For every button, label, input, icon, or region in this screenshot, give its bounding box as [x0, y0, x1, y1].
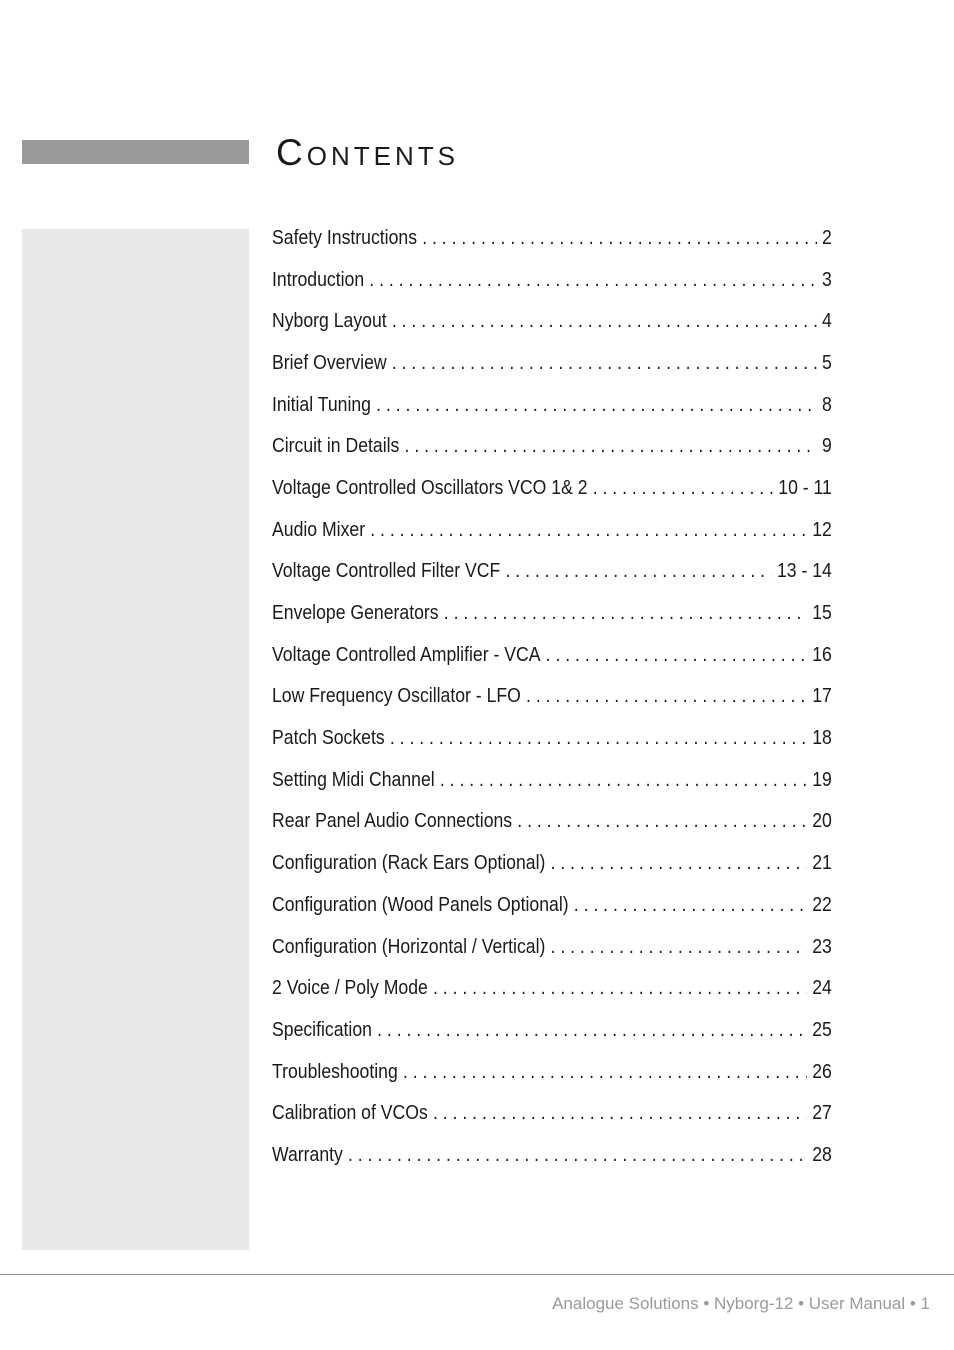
toc-entry-title: Circuit in Details — [272, 434, 400, 458]
toc-entry[interactable] — [272, 217, 832, 259]
toc-entry[interactable] — [272, 759, 832, 801]
toc-dot-leader — [444, 601, 807, 625]
toc-dot-leader — [574, 893, 807, 917]
toc-entry-title: 2 Voice / Poly Mode — [272, 976, 428, 1000]
toc-entry-page: 26 — [812, 1059, 832, 1083]
toc-entry-title: Safety Instructions — [272, 225, 418, 249]
toc-entry-title: Specification — [272, 1017, 372, 1041]
toc-entry[interactable] — [272, 425, 832, 467]
toc-entry-title: Configuration (Rack Ears Optional) — [272, 851, 546, 875]
toc-entry-title: Calibration of VCOs — [272, 1101, 428, 1125]
toc-entry[interactable] — [272, 1134, 832, 1176]
footer-rule — [0, 1274, 954, 1275]
toc-entry-title: Warranty — [272, 1142, 343, 1166]
toc-entry-page: 3 — [822, 267, 832, 291]
toc-entry-page: 27 — [812, 1101, 832, 1125]
toc-entry-page: 5 — [822, 350, 832, 374]
toc-entry-page: 28 — [812, 1142, 832, 1166]
toc-entry[interactable] — [272, 676, 832, 718]
toc-entry[interactable] — [272, 384, 832, 426]
toc-entry[interactable] — [272, 1009, 832, 1051]
toc-dot-leader — [546, 643, 807, 667]
toc-dot-leader — [551, 935, 808, 959]
toc-entry[interactable] — [272, 259, 832, 301]
toc-entry-page: 12 — [812, 517, 832, 541]
toc-entry-title: Configuration (Horizontal / Vertical) — [272, 934, 546, 958]
toc-entry[interactable] — [272, 884, 832, 926]
toc-entry-page: 17 — [812, 684, 832, 708]
toc-dot-leader — [593, 476, 773, 500]
toc-entry-title: Voltage Controlled Amplifier - VCA — [272, 642, 541, 666]
toc-dot-leader — [377, 1018, 807, 1042]
toc-entry[interactable] — [272, 467, 832, 509]
page-title: Contents — [276, 132, 459, 173]
table-of-contents — [272, 217, 832, 1176]
toc-entry[interactable] — [272, 926, 832, 968]
toc-entry-page: 13 - 14 — [776, 559, 832, 583]
toc-entry[interactable] — [272, 967, 832, 1009]
toc-entry-page: 21 — [812, 851, 832, 875]
toc-dot-leader — [433, 976, 807, 1000]
toc-dot-leader — [517, 809, 807, 833]
toc-entry[interactable] — [272, 592, 832, 634]
toc-entry-title: Voltage Controlled Oscillators VCO 1& 2 — [272, 475, 588, 499]
toc-entry-page: 16 — [812, 642, 832, 666]
toc-dot-leader — [440, 768, 807, 792]
toc-dot-leader — [348, 1143, 807, 1167]
toc-dot-leader — [392, 309, 817, 333]
toc-dot-leader — [526, 684, 807, 708]
toc-entry-title: Configuration (Wood Panels Optional) — [272, 892, 569, 916]
toc-entry-page: 20 — [812, 809, 832, 833]
toc-entry-title: Patch Sockets — [272, 726, 385, 750]
toc-entry-page: 9 — [822, 434, 832, 458]
toc-dot-leader — [433, 1101, 807, 1125]
toc-entry-page: 4 — [822, 309, 832, 333]
toc-dot-leader — [370, 518, 807, 542]
toc-entry-title: Nyborg Layout — [272, 309, 387, 333]
toc-entry-title: Initial Tuning — [272, 392, 371, 416]
toc-entry-page: 18 — [812, 726, 832, 750]
toc-dot-leader — [551, 851, 808, 875]
toc-entry[interactable] — [272, 551, 832, 593]
toc-entry-page: 23 — [812, 934, 832, 958]
toc-entry-title: Low Frequency Oscillator - LFO — [272, 684, 521, 708]
toc-dot-leader — [405, 434, 817, 458]
toc-entry-page: 25 — [812, 1017, 832, 1041]
toc-entry[interactable] — [272, 509, 832, 551]
toc-entry-page: 10 - 11 — [778, 475, 832, 499]
toc-entry-page: 15 — [812, 601, 832, 625]
toc-entry-title: Brief Overview — [272, 350, 387, 374]
toc-entry[interactable] — [272, 342, 832, 384]
toc-entry-title: Envelope Generators — [272, 601, 439, 625]
toc-dot-leader — [422, 226, 817, 250]
page-footer: Analogue Solutions • Nyborg-12 • User Manual • 1 — [552, 1294, 930, 1313]
toc-entry-page: 2 — [822, 225, 832, 249]
toc-entry-title: Audio Mixer — [272, 517, 366, 541]
toc-dot-leader — [505, 559, 771, 583]
toc-entry-title: Introduction — [272, 267, 365, 291]
toc-entry[interactable] — [272, 1092, 832, 1134]
toc-entry-page: 22 — [812, 892, 832, 916]
toc-entry-page: 24 — [812, 976, 832, 1000]
toc-entry[interactable] — [272, 801, 832, 843]
toc-entry[interactable] — [272, 634, 832, 676]
side-panel — [22, 229, 249, 1250]
toc-dot-leader — [403, 1060, 807, 1084]
toc-dot-leader — [392, 351, 817, 375]
toc-entry[interactable] — [272, 1051, 832, 1093]
toc-dot-leader — [390, 726, 807, 750]
toc-entry-page: 8 — [822, 392, 832, 416]
toc-entry-title: Troubleshooting — [272, 1059, 398, 1083]
toc-entry[interactable] — [272, 717, 832, 759]
toc-entry-title: Voltage Controlled Filter VCF — [272, 559, 501, 583]
toc-dot-leader — [376, 393, 817, 417]
header-bar — [22, 140, 249, 164]
toc-dot-leader — [369, 268, 817, 292]
toc-entry-page: 19 — [812, 767, 832, 791]
toc-entry-title: Setting Midi Channel — [272, 767, 435, 791]
toc-entry[interactable] — [272, 300, 832, 342]
toc-entry[interactable] — [272, 842, 832, 884]
toc-entry-title: Rear Panel Audio Connections — [272, 809, 513, 833]
